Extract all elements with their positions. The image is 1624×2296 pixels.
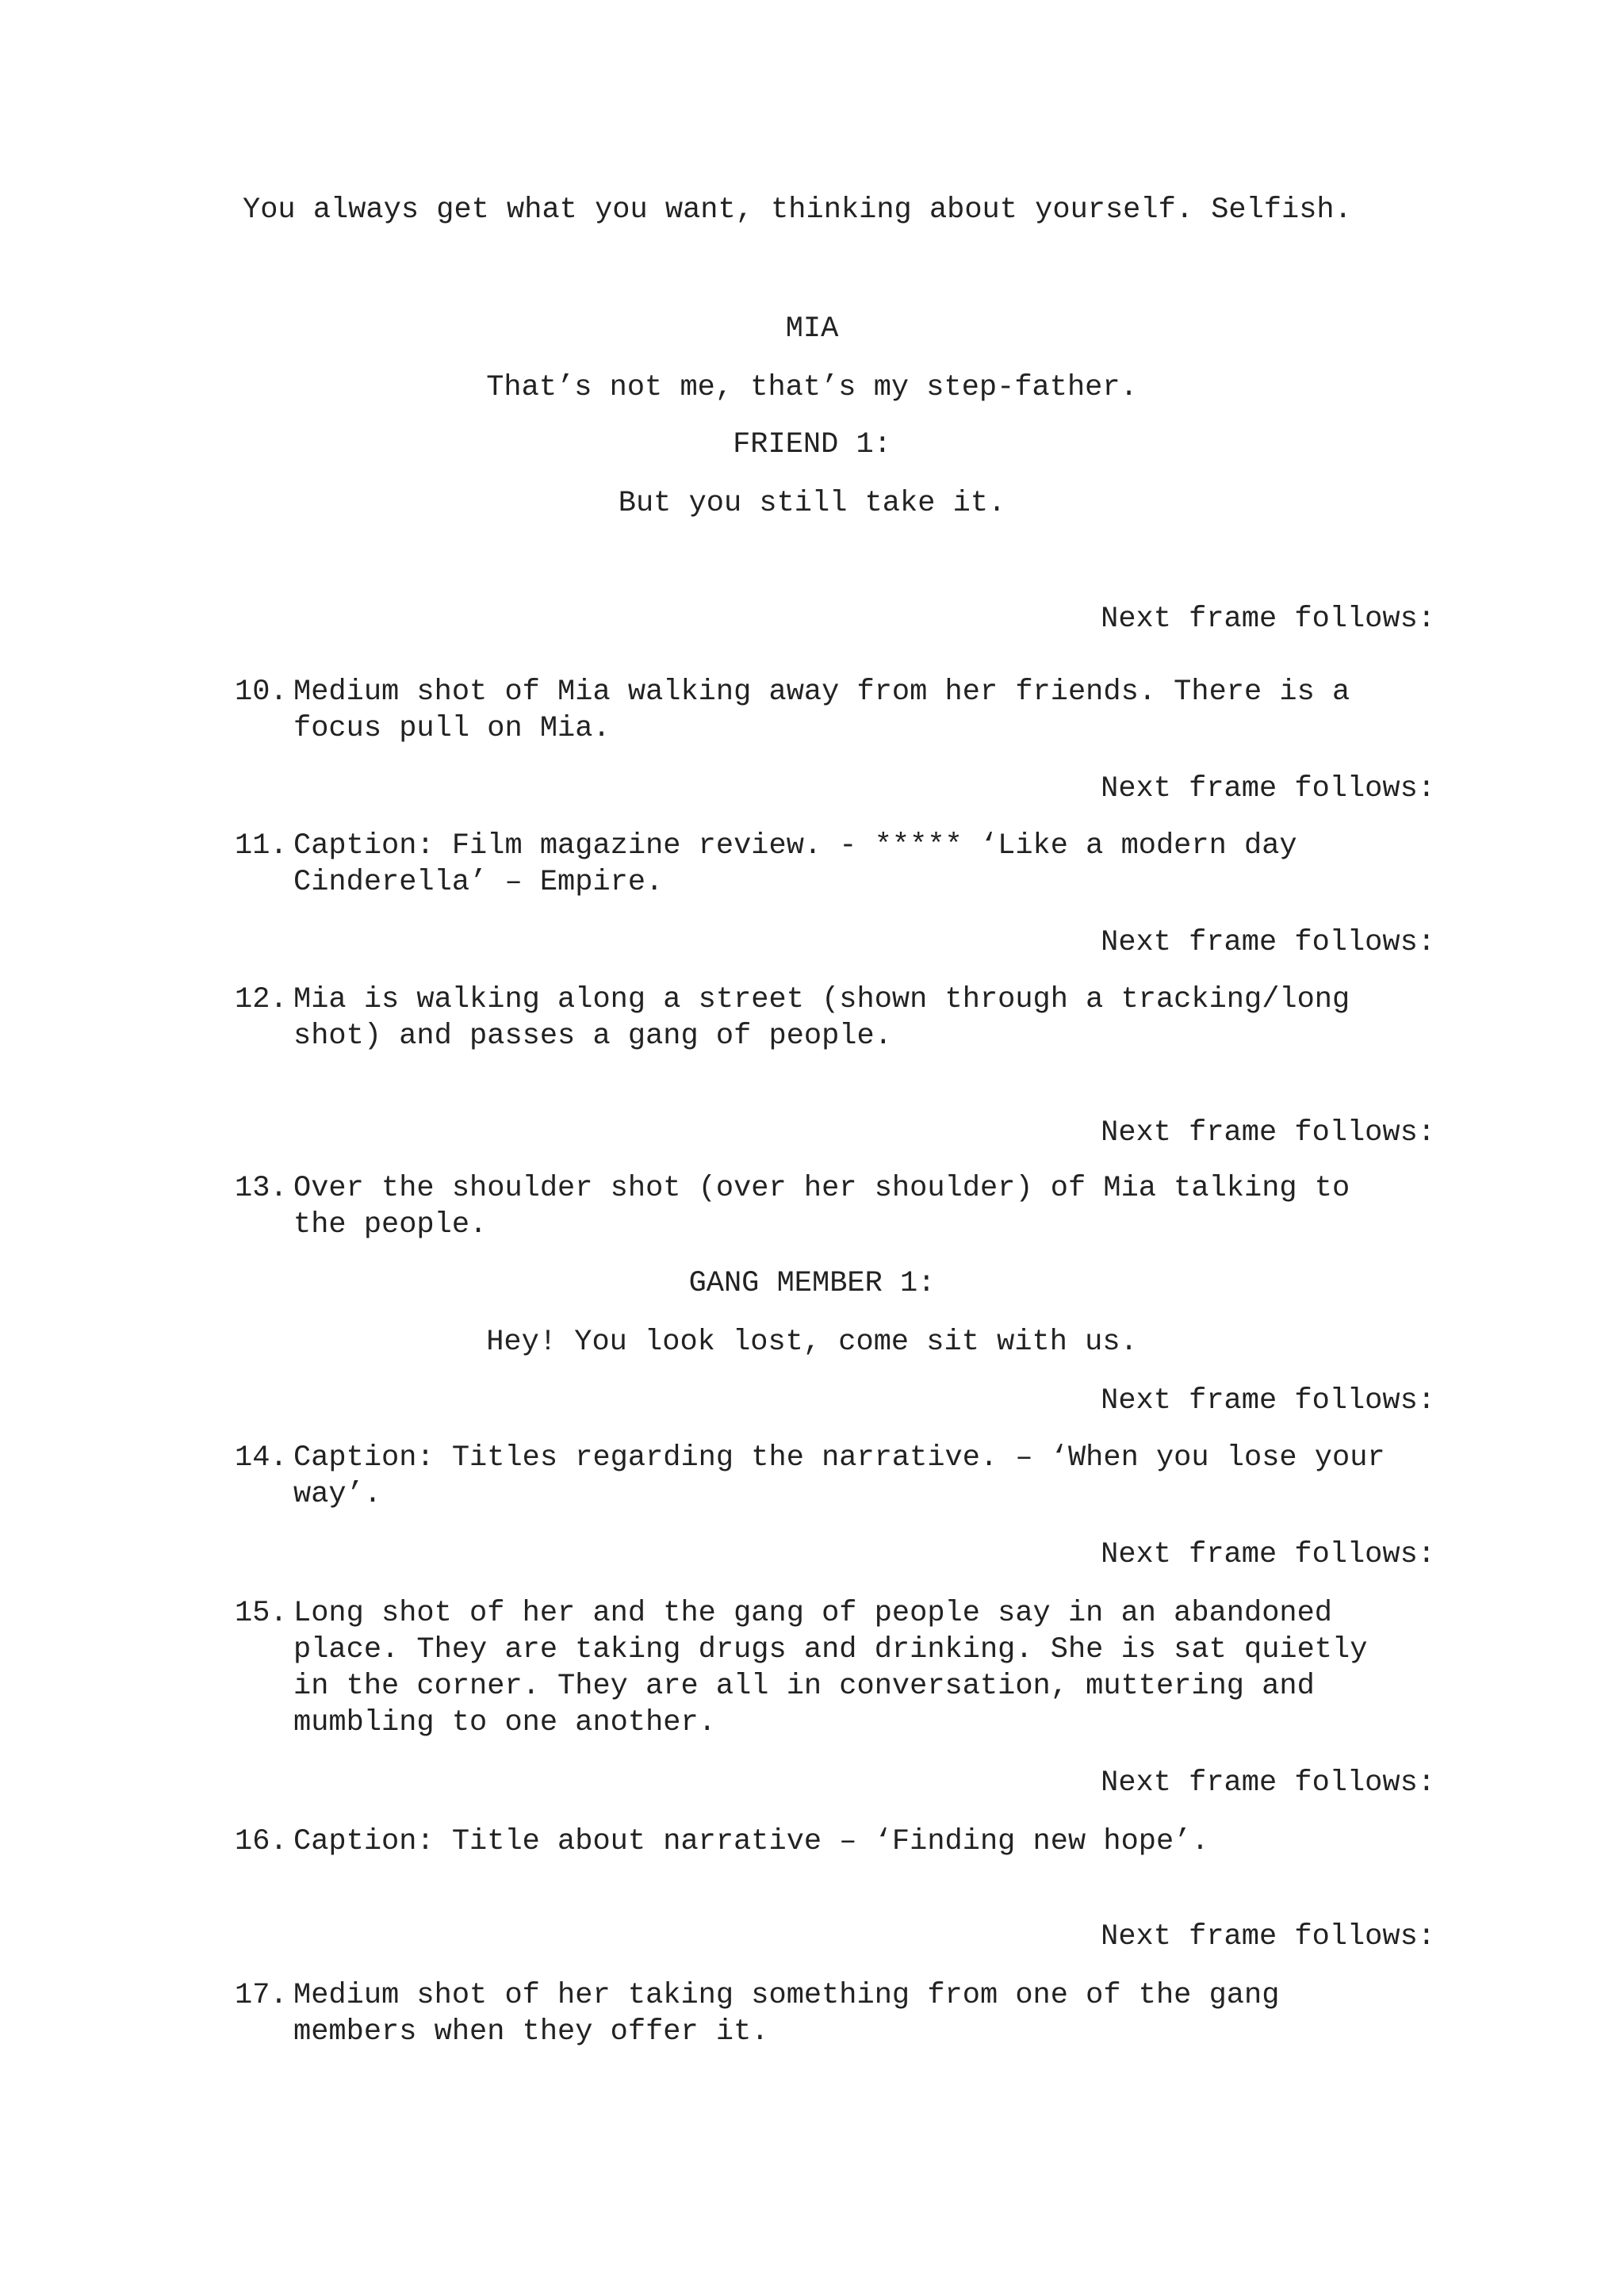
frame-11-line-1: Caption: Film magazine review. - ***** ‘Like a modern day [293, 829, 1297, 863]
opening-line: You always get what you want, thinking about yourself. Selfish. [243, 193, 1352, 227]
frame-15-line-4: mumbling to one another. [293, 1706, 716, 1739]
speaker-friend-1: FRIEND 1: [733, 428, 891, 461]
frame-15-line-2: place. They are taking drugs and drinking. She is sat quietly [293, 1633, 1368, 1667]
frame-13-number: 13. [235, 1172, 288, 1205]
transition-4: Next frame follows: [1101, 1116, 1435, 1150]
frame-16-number: 16. [235, 1825, 288, 1858]
frame-17-line-1: Medium shot of her taking something from one of the gang [293, 1979, 1280, 2012]
transition-8: Next frame follows: [1101, 1920, 1435, 1954]
transition-1: Next frame follows: [1101, 603, 1435, 636]
transition-2: Next frame follows: [1101, 772, 1435, 806]
frame-10-line-2: focus pull on Mia. [293, 712, 611, 745]
transition-3: Next frame follows: [1101, 926, 1435, 959]
transition-7: Next frame follows: [1101, 1766, 1435, 1800]
frame-12-line-2: shot) and passes a gang of people. [293, 1020, 892, 1053]
dialogue-mia: That’s not me, that’s my step-father. [486, 371, 1138, 404]
frame-13-line-2: the people. [293, 1208, 488, 1242]
frame-11-number: 11. [235, 829, 288, 863]
frame-17-number: 17. [235, 1979, 288, 2012]
frame-14-line-2: way’. [293, 1478, 382, 1511]
frame-15-line-3: in the corner. They are all in conversation, muttering and [293, 1670, 1315, 1703]
speaker-mia: MIA [785, 312, 839, 346]
frame-11-line-2: Cinderella’ – Empire. [293, 866, 664, 899]
dialogue-gang-member-1: Hey! You look lost, come sit with us. [486, 1326, 1138, 1359]
frame-15-number: 15. [235, 1597, 288, 1630]
dialogue-friend-1: But you still take it. [618, 487, 1006, 520]
frame-10-line-1: Medium shot of Mia walking away from her friends. There is a [293, 675, 1350, 709]
frame-14-line-1: Caption: Titles regarding the narrative. – ‘When you lose your [293, 1441, 1385, 1475]
frame-12-line-1: Mia is walking along a street (shown through a tracking/long [293, 983, 1350, 1016]
frame-10-number: 10. [235, 675, 288, 709]
frame-17-line-2: members when they offer it. [293, 2015, 769, 2049]
transition-5: Next frame follows: [1101, 1384, 1435, 1418]
frame-13-line-1: Over the shoulder shot (over her shoulder) of Mia talking to [293, 1172, 1350, 1205]
frame-16-line-1: Caption: Title about narrative – ‘Finding new hope’. [293, 1825, 1209, 1858]
frame-14-number: 14. [235, 1441, 288, 1475]
speaker-gang-member-1: GANG MEMBER 1: [688, 1267, 936, 1300]
frame-12-number: 12. [235, 983, 288, 1016]
frame-15-line-1: Long shot of her and the gang of people say in an abandoned [293, 1597, 1333, 1630]
transition-6: Next frame follows: [1101, 1538, 1435, 1571]
